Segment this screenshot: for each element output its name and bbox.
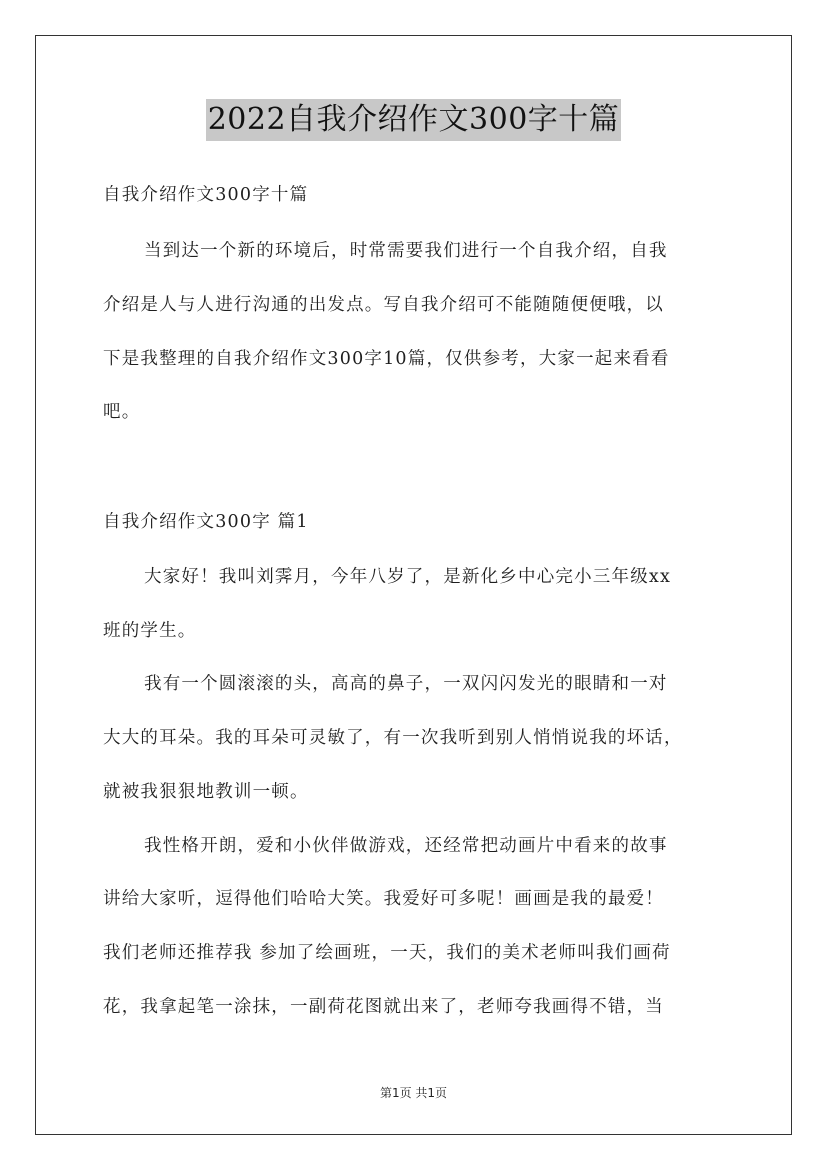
intro-line: 下是我整理的自我介绍作文300字10篇，仅供参考，大家一起来看看 [103,349,670,369]
paragraph-line: 我性格开朗，爱和小伙伴做游戏，还经常把动画片中看来的故事 [144,836,668,856]
document-title: 2022自我介绍作文300字十篇 [206,99,622,141]
section-heading: 自我介绍作文300字 篇1 [103,512,309,532]
paragraph-line: 花，我拿起笔一涂抹，一副荷花图就出来了，老师夸我画得不错，当 [103,997,664,1017]
page-number: 第1页 共1页 [379,1086,448,1100]
paragraph-line: 我们老师还推荐我 参加了绘画班，一天，我们的美术老师叫我们画荷 [103,943,671,963]
title-container [0,99,827,141]
paragraph-line: 大大的耳朵。我的耳朵可灵敏了，有一次我听到别人悄悄说我的坏话， [103,728,683,748]
intro-line: 介绍是人与人进行沟通的出发点。写自我介绍可不能随随便便哦，以 [103,295,664,315]
page-footer [0,1084,827,1101]
subtitle: 自我介绍作文300字十篇 [103,185,309,205]
intro-line: 当到达一个新的环境后，时常需要我们进行一个自我介绍，自我 [144,241,668,261]
paragraph-line: 讲给大家听，逗得他们哈哈大笑。我爱好可多呢！画画是我的最爱！ [103,889,664,909]
paragraph-line: 班的学生。 [103,621,197,641]
intro-line: 吧。 [103,402,141,422]
paragraph-line: 大家好！我叫刘霁月，今年八岁了，是新化乡中心完小三年级xx [144,567,672,587]
paragraph-line: 我有一个圆滚滚的头，高高的鼻子，一双闪闪发光的眼睛和一对 [144,674,668,694]
paragraph-line: 就被我狠狠地教训一顿。 [103,782,309,802]
